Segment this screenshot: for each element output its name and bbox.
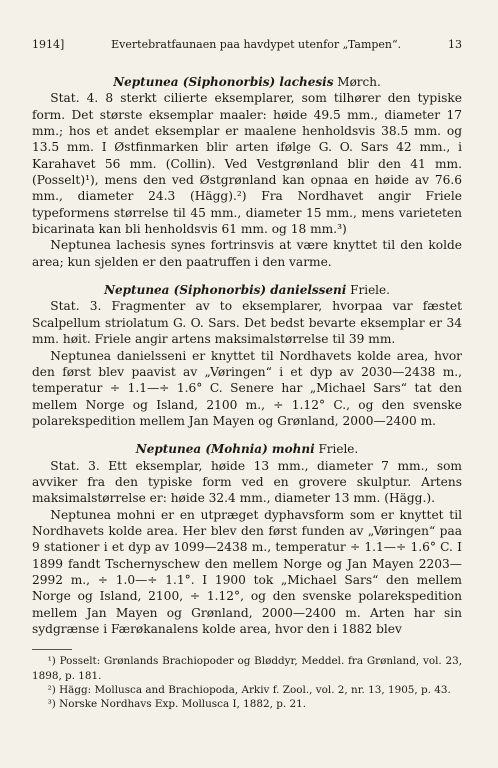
paragraph: Stat. 4. 8 sterkt cilierte eksemplarer, som tilhører den typiske form. Det største eksemplar maaler: høide 49.5 mm., diameter 17 mm.; hos et andet eksemplar er maalene henholdsvis 38.5 mm. og 13.5 mm. I Østfinmarken blir arten ifølge G. O. Sars 42 mm., i Karahavet 56 mm. (Collin). Ved Vestgrønland blir den 41 mm. (Posselt)¹), mens den ved Østgrønland kan opnaa en høide av 76.6 mm., diameter 24.3 (Hägg).²) Fra Nordhavet angir Friele typeformens størrelse til 45 mm., diameter 15 mm., mens varieteten bicarinata kan bli henholdsvis 61 mm. og 18 mm.³) [32,91,462,237]
species-author: Friele. [350,283,390,298]
species-heading [32,441,462,457]
paragraph: Neptunea lachesis synes fortrinsvis at være knyttet til den kolde area; kun sjelden er den paatruffen i den varme. [32,238,462,269]
page-body [32,74,462,711]
paragraph: Stat. 3. Ett eksemplar, høide 13 mm., diameter 7 mm., som avviker fra den typiske form ved en grovere skulptur. Artens maksimalstørrelse er: høide 32.4 mm., diameter 13 mm. (Hägg.). [32,458,462,506]
species-heading [32,74,462,90]
species-name: Neptunea (Siphonorbis) lachesis [113,75,334,89]
footnote: ³) Norske Nordhavs Exp. Mollusca I, 1882, p. 21. [47,697,306,710]
species-heading [32,282,462,298]
paragraph: Neptunea mohni er en utpræget dyphavsform som er knyttet til Nordhavets kolde area. Her blev den først funden av „Vøringen“ paa 9 stationer i et dyp av 1099—2438 m., temperatur ÷ 1.1—÷ 1.6° C. I 1899 fandt Tschernyschew den mellem Norge og Jan Mayen 2203—2992 m., ÷ 1.0—÷ 1.1°. I 1900 tok „Michael Sars“ den mellem Norge og Island, 2100, ÷ 1.12°, og den svenske polarekspedition mellem Jan Mayen og Grønland, 2000—2400 m. Arten har sin sydgrænse i Færøkanalens kolde area, hvor den i 1882 blev [32,507,462,636]
species-author: Friele. [318,442,359,457]
species-name: Neptunea (Siphonorbis) danielsseni [104,283,347,298]
running-header [32,38,462,51]
species-author: Mørch. [337,75,381,89]
paragraph: Neptunea danielsseni er knyttet til Nordhavets kolde area, hvor den først blev paavist av „Vøringen“ i et dyp av 2030—2438 m., temperatur ÷ 1.1—÷ 1.6° C. Senere har „Michael Sars“ tat den mellem Norge og Island, 2100 m., ÷ 1.12° C., og den svenske polarekspedition mellem Jan Mayen og Grønland, 2000—2400 m. [32,348,462,428]
footnote: ²) Hägg: Mollusca and Brachiopoda, Arkiv f. Zool., vol. 2, nr. 13, 1905, p. 43. [47,683,451,696]
footnote-rule [32,649,72,650]
volume-year: 1914] [32,38,65,51]
species-name: Neptunea (Mohnia) mohni [135,442,315,457]
running-title: Evertebratfaunaen paa havdypet utenfor „Tampen“. [111,38,402,51]
paragraph: Stat. 3. Fragmenter av to eksemplarer, hvorpaa var fæstet Scalpellum striolatum G. O. Sars. Det bedst bevarte eksemplar er 34 mm. høit. Friele angir artens maksimalstørrelse til 39 mm. [32,299,462,347]
footnote: ¹) Posselt: Grønlands Brachiopoder og Bløddyr, Meddel. fra Grønland, vol. 23, 1898, p. 181. [32,655,462,682]
page-number: 13 [447,38,462,51]
